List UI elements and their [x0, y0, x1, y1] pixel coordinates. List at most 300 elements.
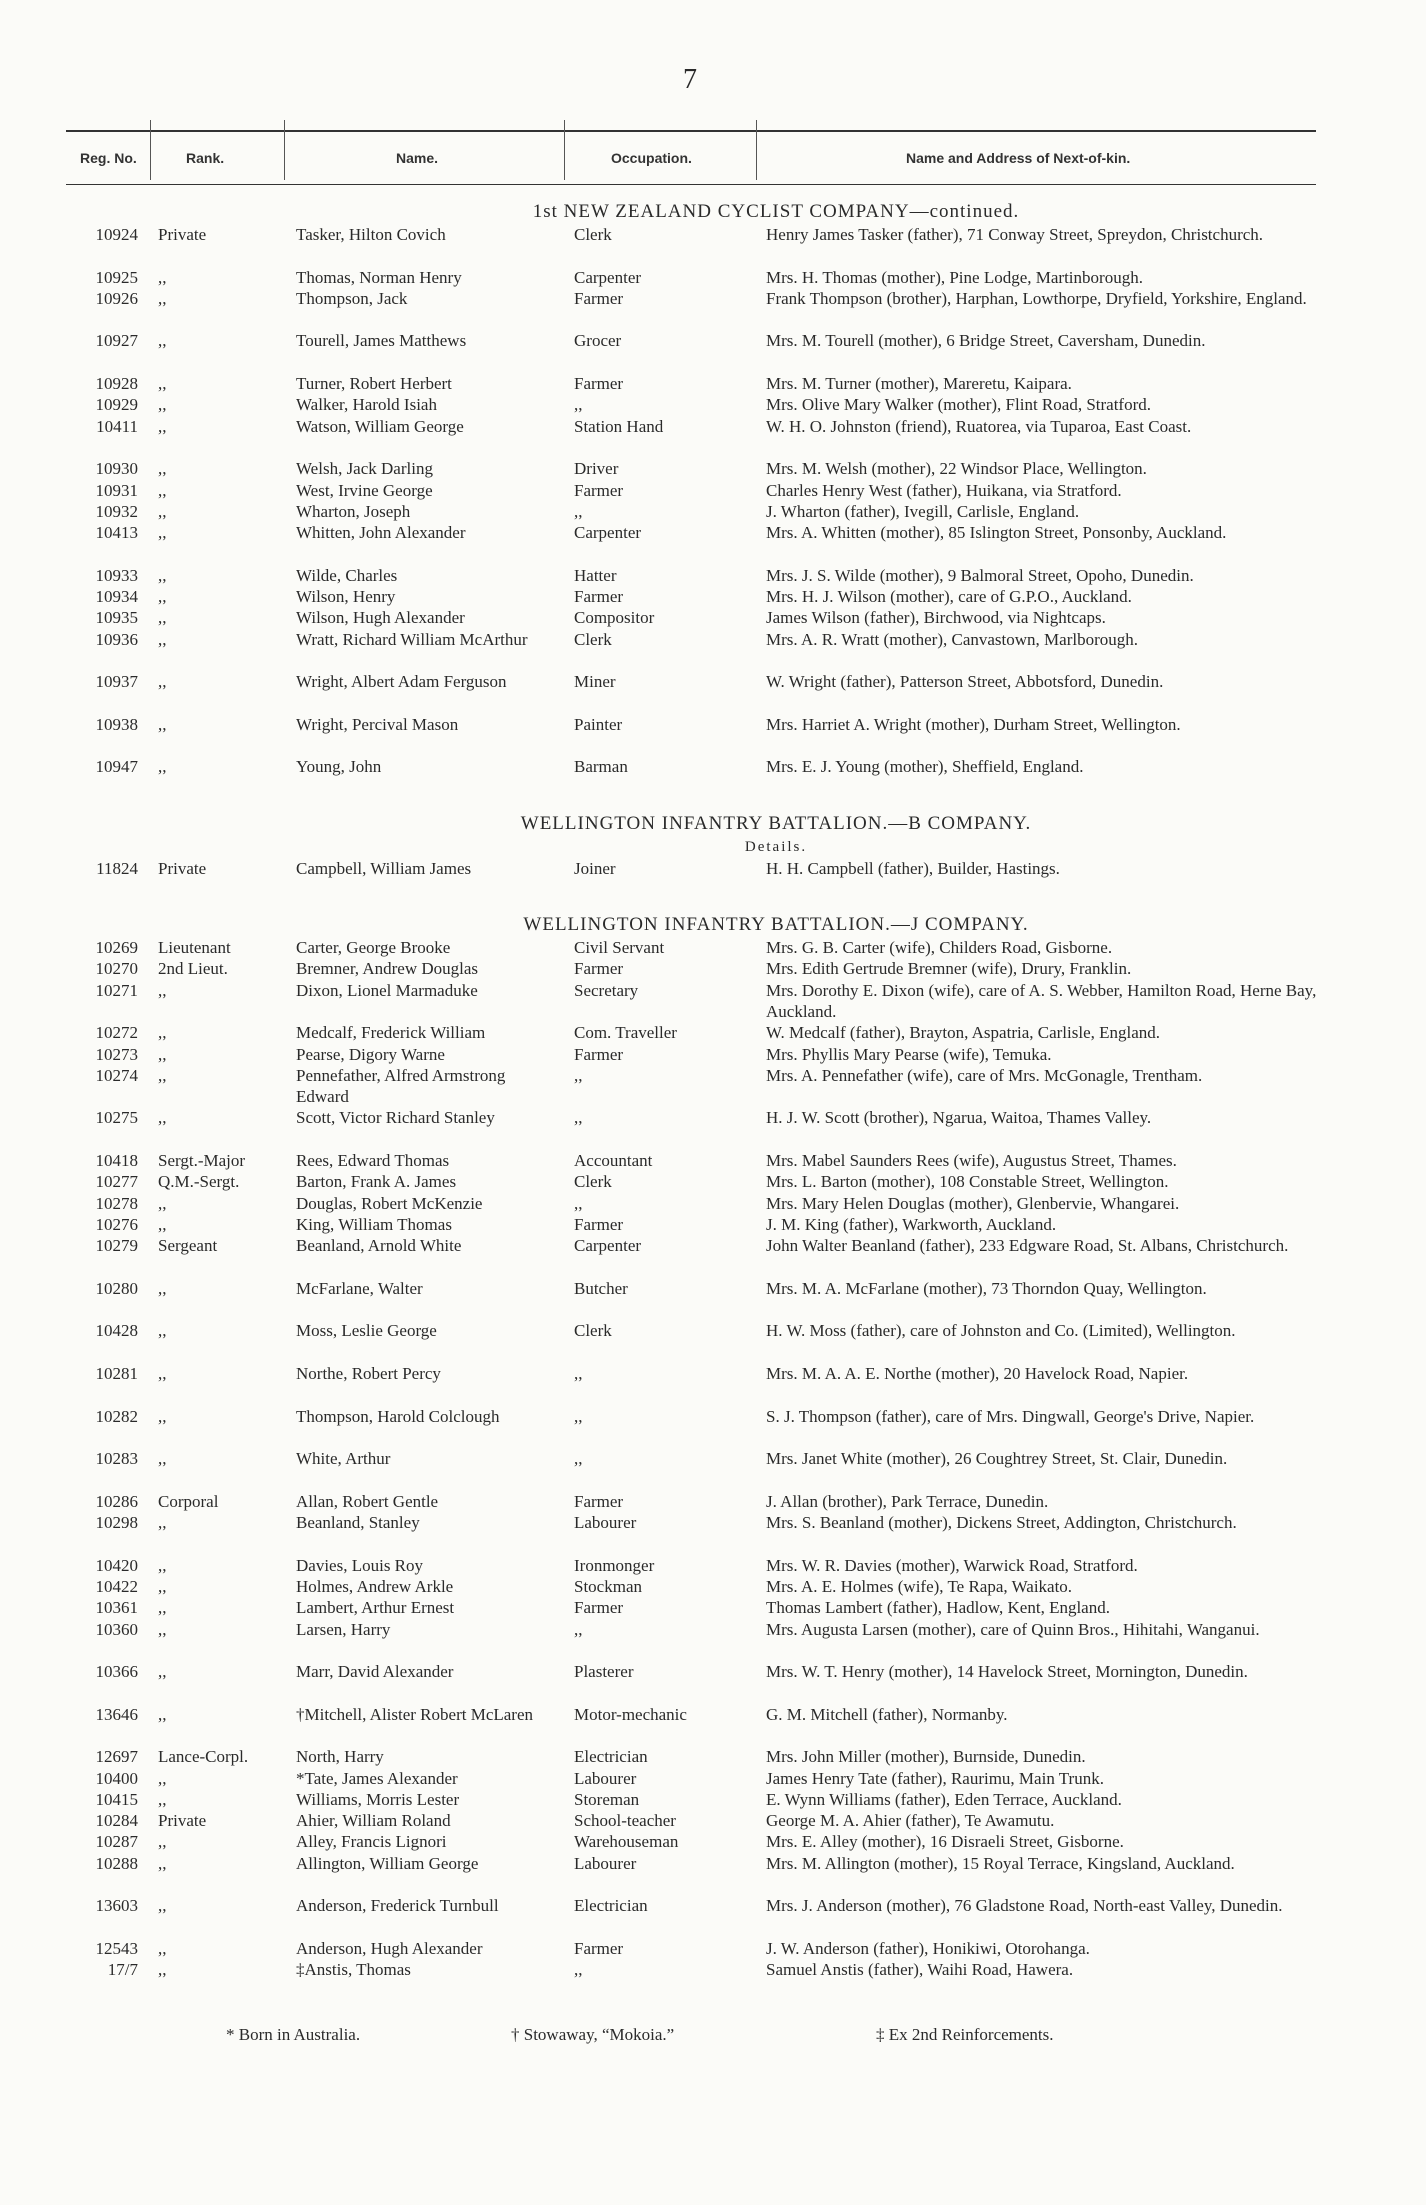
- name-cell: Young, John: [296, 757, 382, 777]
- reg-no-cell: 10415: [95, 1789, 138, 1809]
- reg-no-cell: 10287: [95, 1832, 138, 1852]
- occupation-cell: Carpenter: [574, 267, 642, 287]
- occupation-cell: ,,: [574, 1363, 583, 1383]
- rank-cell: Private: [158, 1811, 207, 1831]
- reg-no-cell: 10928: [95, 374, 138, 394]
- occupation-cell: Station Hand: [574, 416, 664, 436]
- occupation-cell: Barman: [574, 757, 628, 777]
- reg-no-cell: 10269: [95, 938, 138, 958]
- table-row: [66, 1512, 1336, 1555]
- occupation-cell: Ironmonger: [574, 1555, 655, 1575]
- reg-no-cell: 10418: [95, 1150, 138, 1170]
- rank-cell: ,,: [158, 672, 167, 692]
- reg-no-cell: 10284: [95, 1811, 138, 1831]
- table-row: [66, 980, 1336, 1023]
- header-divider: [150, 120, 151, 180]
- header-divider: [564, 120, 565, 180]
- section-title: WELLINGTON INFANTRY BATTALION.—J COMPANY.: [523, 914, 1029, 936]
- rank-cell: ,,: [158, 980, 167, 1000]
- reg-no-cell: 10936: [95, 629, 138, 649]
- next-of-kin-cell: Mrs. W. R. Davies (mother), Warwick Road, Stratford.: [766, 1555, 1138, 1575]
- name-cell: West, Irvine George: [296, 480, 433, 500]
- reg-no-cell: 10400: [95, 1768, 138, 1788]
- rank-cell: ,,: [158, 1363, 167, 1383]
- reg-no-cell: 10283: [95, 1449, 138, 1469]
- header-next-of-kin: Name and Address of Next-of-kin.: [906, 150, 1131, 166]
- occupation-cell: Joiner: [574, 858, 616, 878]
- section-subtitle: Details.: [744, 838, 808, 855]
- table-row: [66, 937, 1336, 958]
- reg-no-cell: 10926: [95, 288, 138, 308]
- next-of-kin-cell: Mrs. M. Welsh (mother), 22 Windsor Place, Wellington.: [766, 459, 1147, 479]
- table-row: [66, 714, 1336, 757]
- table-row: [66, 330, 1336, 373]
- occupation-cell: Electrician: [574, 1896, 648, 1916]
- occupation-cell: Motor-mechanic: [574, 1704, 687, 1724]
- next-of-kin-cell: James Henry Tate (father), Raurimu, Main Trunk.: [766, 1768, 1104, 1788]
- table-row: [66, 1810, 1336, 1831]
- table-row: [66, 1938, 1336, 1959]
- table-row: [66, 1895, 1336, 1938]
- rank-cell: 2nd Lieut.: [158, 959, 228, 979]
- occupation-cell: Butcher: [574, 1278, 628, 1298]
- name-cell: Beanland, Stanley: [296, 1513, 420, 1533]
- rank-cell: ,,: [158, 1513, 167, 1533]
- next-of-kin-cell: Mrs. Olive Mary Walker (mother), Flint Road, Stratford.: [766, 395, 1151, 415]
- occupation-cell: Com. Traveller: [574, 1023, 677, 1043]
- next-of-kin-cell: Mrs. Phyllis Mary Pearse (wife), Temuka.: [766, 1044, 1052, 1064]
- table-row: [66, 1831, 1336, 1852]
- reg-no-cell: 10276: [95, 1214, 138, 1234]
- occupation-cell: Driver: [574, 459, 619, 479]
- table-row: [66, 1491, 1336, 1512]
- next-of-kin-cell: W. Medcalf (father), Brayton, Aspatria, Carlisle, England.: [766, 1023, 1161, 1043]
- occupation-cell: Farmer: [574, 959, 624, 979]
- reg-no-cell: 10422: [95, 1576, 138, 1596]
- next-of-kin-cell: H. J. W. Scott (brother), Ngarua, Waitoa, Thames Valley.: [766, 1108, 1152, 1128]
- name-cell: Pennefather, Alfred Armstrong Edward: [296, 1065, 506, 1107]
- name-cell: Alley, Francis Lignori: [296, 1832, 447, 1852]
- name-cell: Thompson, Jack: [296, 288, 408, 308]
- table-row: [66, 394, 1336, 415]
- name-cell: Turner, Robert Herbert: [296, 374, 452, 394]
- reg-no-cell: 10924: [95, 225, 138, 244]
- rank-cell: ,,: [158, 1832, 167, 1852]
- next-of-kin-cell: Frank Thompson (brother), Harphan, Lowthorpe, Dryfield, Yorkshire, England.: [766, 288, 1307, 308]
- table-row: [66, 373, 1336, 394]
- name-cell: Davies, Louis Roy: [296, 1555, 424, 1575]
- reg-no-cell: 10361: [95, 1598, 138, 1618]
- occupation-cell: Electrician: [574, 1747, 648, 1767]
- reg-no-cell: 10930: [95, 459, 138, 479]
- name-cell: Tourell, James Matthews: [296, 331, 467, 351]
- occupation-cell: School-teacher: [574, 1811, 676, 1831]
- occupation-cell: ,,: [574, 1108, 583, 1128]
- next-of-kin-cell: J. W. Anderson (father), Honikiwi, Otorohanga.: [766, 1938, 1090, 1958]
- name-cell: Wilde, Charles: [296, 565, 398, 585]
- table-row: [66, 288, 1336, 331]
- rank-cell: ,,: [158, 1768, 167, 1788]
- next-of-kin-cell: Mrs. Dorothy E. Dixon (wife), care of A. S. Webber, Hamilton Road, Herne Bay, Auckland.: [766, 980, 1317, 1021]
- table-row: [66, 501, 1336, 522]
- reg-no-cell: 10411: [96, 416, 138, 436]
- name-cell: Bremner, Andrew Douglas: [296, 959, 479, 979]
- name-cell: Anderson, Frederick Turnbull: [296, 1896, 499, 1916]
- reg-no-cell: 10278: [95, 1193, 138, 1213]
- table-row: [66, 267, 1336, 288]
- next-of-kin-cell: Mrs. A. R. Wratt (mother), Canvastown, Marlborough.: [766, 629, 1139, 649]
- rank-cell: ,,: [158, 1789, 167, 1809]
- rank-cell: ,,: [158, 608, 167, 628]
- name-cell: Larsen, Harry: [296, 1619, 391, 1639]
- next-of-kin-cell: Mrs. J. Anderson (mother), 76 Gladstone Road, North-east Valley, Dunedin.: [766, 1896, 1283, 1916]
- table-row: [66, 671, 1336, 714]
- rank-cell: ,,: [158, 1704, 167, 1724]
- next-of-kin-cell: Mrs. E. Alley (mother), 16 Disraeli Street, Gisborne.: [766, 1832, 1124, 1852]
- occupation-cell: Plasterer: [574, 1662, 634, 1682]
- rank-cell: Q.M.-Sergt.: [158, 1172, 240, 1192]
- rank-cell: ,,: [158, 523, 167, 543]
- next-of-kin-cell: Mrs. M. Turner (mother), Mareretu, Kaipara.: [766, 374, 1072, 394]
- table-row: [66, 1661, 1336, 1704]
- name-cell: Douglas, Robert McKenzie: [296, 1193, 483, 1213]
- next-of-kin-cell: J. Wharton (father), Ivegill, Carlisle, England.: [766, 501, 1080, 521]
- table-row: [66, 480, 1336, 501]
- next-of-kin-cell: Mrs. A. E. Holmes (wife), Te Rapa, Waikato.: [766, 1576, 1073, 1596]
- occupation-cell: ,,: [574, 1193, 583, 1213]
- section-gap: [66, 879, 1336, 913]
- occupation-cell: Grocer: [574, 331, 622, 351]
- table-row: [66, 458, 1336, 479]
- occupation-cell: Clerk: [574, 1321, 612, 1341]
- reg-no-cell: 13646: [95, 1704, 138, 1724]
- table-row: [66, 1320, 1336, 1363]
- table-row: [66, 1065, 1336, 1108]
- column-header: [66, 130, 1316, 185]
- next-of-kin-cell: Samuel Anstis (father), Waihi Road, Hawera.: [766, 1960, 1074, 1980]
- rank-cell: ,,: [158, 395, 167, 415]
- name-cell: Watson, William George: [296, 416, 464, 436]
- page-number: 7: [683, 64, 697, 95]
- occupation-cell: Farmer: [574, 1938, 624, 1958]
- reg-no-cell: 10413: [95, 523, 138, 543]
- name-cell: Welsh, Jack Darling: [296, 459, 433, 479]
- next-of-kin-cell: Mrs. H. Thomas (mother), Pine Lodge, Martinborough.: [766, 267, 1143, 287]
- occupation-cell: Farmer: [574, 1214, 624, 1234]
- name-cell: Wharton, Joseph: [296, 501, 411, 521]
- rank-cell: ,,: [158, 1193, 167, 1213]
- occupation-cell: ,,: [574, 395, 583, 415]
- name-cell: Marr, David Alexander: [296, 1662, 454, 1682]
- next-of-kin-cell: G. M. Mitchell (father), Normanby.: [766, 1704, 1008, 1724]
- name-cell: Wilson, Hugh Alexander: [296, 608, 465, 628]
- table-row: [66, 1959, 1336, 1980]
- reg-no-cell: 10279: [95, 1236, 138, 1256]
- occupation-cell: Hatter: [574, 565, 617, 585]
- next-of-kin-cell: Mrs. Edith Gertrude Bremner (wife), Drury, Franklin.: [766, 959, 1132, 979]
- reg-no-cell: 10274: [95, 1065, 138, 1085]
- next-of-kin-cell: Mrs. John Miller (mother), Burnside, Dunedin.: [766, 1747, 1086, 1767]
- table-row: [66, 1448, 1336, 1491]
- table-row: [66, 1171, 1336, 1192]
- reg-no-cell: 10420: [95, 1555, 138, 1575]
- rank-cell: ,,: [158, 1449, 167, 1469]
- table-row: [66, 607, 1336, 628]
- reg-no-cell: 10925: [95, 267, 138, 287]
- table-row: [66, 1406, 1336, 1449]
- name-cell: Pearse, Digory Warne: [296, 1044, 445, 1064]
- table-row: [66, 224, 1336, 267]
- occupation-cell: Farmer: [574, 587, 624, 607]
- rank-cell: ,,: [158, 1406, 167, 1426]
- rank-cell: ,,: [158, 1960, 167, 1980]
- table-row: [66, 629, 1336, 672]
- name-cell: Moss, Leslie George: [296, 1321, 437, 1341]
- next-of-kin-cell: J. Allan (brother), Park Terrace, Dunedin.: [766, 1491, 1049, 1511]
- name-cell: Thomas, Norman Henry: [296, 267, 462, 287]
- table-row: [66, 1619, 1336, 1662]
- table-row: [66, 1555, 1336, 1576]
- rank-cell: Private: [158, 225, 207, 244]
- occupation-cell: Farmer: [574, 1598, 624, 1618]
- section-gap: [66, 778, 1336, 812]
- name-cell: Scott, Victor Richard Stanley: [296, 1108, 495, 1128]
- rank-cell: Sergeant: [158, 1236, 218, 1256]
- rank-cell: ,,: [158, 501, 167, 521]
- rank-cell: ,,: [158, 331, 167, 351]
- rank-cell: Private: [158, 858, 207, 878]
- reg-no-cell: 10929: [95, 395, 138, 415]
- occupation-cell: Carpenter: [574, 523, 642, 543]
- table-row: [66, 1746, 1336, 1767]
- table-row: [66, 1597, 1336, 1618]
- next-of-kin-cell: Charles Henry West (father), Huikana, via Stratford.: [766, 480, 1122, 500]
- name-cell: †Mitchell, Alister Robert McLaren: [296, 1704, 533, 1724]
- reg-no-cell: 10934: [95, 587, 138, 607]
- name-cell: Allington, William George: [296, 1853, 479, 1873]
- next-of-kin-cell: E. Wynn Williams (father), Eden Terrace, Auckland.: [766, 1789, 1122, 1809]
- reg-no-cell: 12543: [95, 1938, 138, 1958]
- name-cell: Wright, Albert Adam Ferguson: [296, 672, 507, 692]
- footnote-stowaway: † Stowaway, “Mokoia.”: [511, 2025, 675, 2044]
- rank-cell: ,,: [158, 757, 167, 777]
- header-rank: Rank.: [186, 150, 225, 166]
- rank-cell: ,,: [158, 1853, 167, 1873]
- occupation-cell: Compositor: [574, 608, 655, 628]
- table-row: [66, 1107, 1336, 1150]
- rank-cell: ,,: [158, 288, 167, 308]
- name-cell: Beanland, Arnold White: [296, 1236, 462, 1256]
- name-cell: Ahier, William Roland: [296, 1811, 451, 1831]
- rank-cell: ,,: [158, 1278, 167, 1298]
- reg-no-cell: 10273: [95, 1044, 138, 1064]
- table-row: [66, 1789, 1336, 1810]
- reg-no-cell: 13603: [95, 1896, 138, 1916]
- table-row: [66, 1853, 1336, 1896]
- occupation-cell: Farmer: [574, 288, 624, 308]
- rank-cell: ,,: [158, 1662, 167, 1682]
- name-cell: Lambert, Arthur Ernest: [296, 1598, 455, 1618]
- table-row: [66, 1235, 1336, 1278]
- occupation-cell: ,,: [574, 1065, 583, 1085]
- name-cell: Campbell, William James: [296, 858, 472, 878]
- header-divider: [756, 120, 757, 180]
- next-of-kin-cell: S. J. Thompson (father), care of Mrs. Dingwall, George's Drive, Napier.: [766, 1406, 1255, 1426]
- footnote-ex-reinforcements: ‡ Ex 2nd Reinforcements.: [876, 2025, 1054, 2044]
- occupation-cell: Carpenter: [574, 1236, 642, 1256]
- name-cell: King, William Thomas: [296, 1214, 452, 1234]
- header-name: Name.: [396, 150, 439, 166]
- reg-no-cell: 10272: [95, 1023, 138, 1043]
- table-row: [66, 1193, 1336, 1214]
- table-row: [66, 1022, 1336, 1043]
- rank-cell: ,,: [158, 1598, 167, 1618]
- occupation-cell: Labourer: [574, 1853, 637, 1873]
- name-cell: Dixon, Lionel Marmaduke: [296, 980, 478, 1000]
- rank-cell: ,,: [158, 587, 167, 607]
- occupation-cell: Miner: [574, 672, 616, 692]
- next-of-kin-cell: Mrs. M. Tourell (mother), 6 Bridge Street, Caversham, Dunedin.: [766, 331, 1206, 351]
- name-cell: Rees, Edward Thomas: [296, 1150, 450, 1170]
- occupation-cell: Farmer: [574, 1491, 624, 1511]
- reg-no-cell: 10360: [95, 1619, 138, 1639]
- occupation-cell: Labourer: [574, 1513, 637, 1533]
- next-of-kin-cell: Mrs. M. Allington (mother), 15 Royal Terrace, Kingsland, Auckland.: [766, 1853, 1235, 1873]
- occupation-cell: Secretary: [574, 980, 639, 1000]
- name-cell: North, Harry: [296, 1747, 384, 1767]
- table-row: [66, 1044, 1336, 1065]
- next-of-kin-cell: Mrs. G. B. Carter (wife), Childers Road, Gisborne.: [766, 938, 1113, 958]
- reg-no-cell: 10935: [95, 608, 138, 628]
- rank-cell: ,,: [158, 1576, 167, 1596]
- reg-no-cell: 10931: [95, 480, 138, 500]
- table-row: [66, 416, 1336, 459]
- rank-cell: ,,: [158, 480, 167, 500]
- rank-cell: ,,: [158, 374, 167, 394]
- name-cell: Walker, Harold Isiah: [296, 395, 437, 415]
- next-of-kin-cell: Thomas Lambert (father), Hadlow, Kent, England.: [766, 1598, 1110, 1618]
- next-of-kin-cell: W. H. O. Johnston (friend), Ruatorea, via Tuparoa, East Coast.: [766, 416, 1192, 436]
- next-of-kin-cell: Mrs. A. Pennefather (wife), care of Mrs. McGonagle, Trentham.: [766, 1065, 1203, 1085]
- reg-no-cell: 10933: [95, 565, 138, 585]
- next-of-kin-cell: Mrs. Mary Helen Douglas (mother), Glenbervie, Whangarei.: [766, 1193, 1180, 1213]
- next-of-kin-cell: John Walter Beanland (father), 233 Edgware Road, St. Albans, Christchurch.: [766, 1236, 1289, 1256]
- next-of-kin-cell: Mrs. W. T. Henry (mother), 14 Havelock Street, Mornington, Dunedin.: [766, 1662, 1248, 1682]
- reg-no-cell: 10271: [95, 980, 138, 1000]
- name-cell: Carter, George Brooke: [296, 938, 451, 958]
- name-cell: Thompson, Harold Colclough: [296, 1406, 500, 1426]
- next-of-kin-cell: Mrs. H. J. Wilson (mother), care of G.P.O., Auckland.: [766, 587, 1132, 607]
- occupation-cell: Farmer: [574, 480, 624, 500]
- rank-cell: Lieutenant: [158, 938, 231, 958]
- name-cell: White, Arthur: [296, 1449, 391, 1469]
- table-row: [66, 1576, 1336, 1597]
- table-row: [66, 1704, 1336, 1747]
- header-reg-no: Reg. No.: [80, 150, 137, 166]
- occupation-cell: Farmer: [574, 1044, 624, 1064]
- occupation-cell: ,,: [574, 501, 583, 521]
- name-cell: Wratt, Richard William McArthur: [296, 629, 528, 649]
- reg-no-cell: 10270: [95, 959, 138, 979]
- next-of-kin-cell: Mrs. J. S. Wilde (mother), 9 Balmoral Street, Opoho, Dunedin.: [766, 565, 1194, 585]
- name-cell: McFarlane, Walter: [296, 1278, 423, 1298]
- reg-no-cell: 10286: [95, 1491, 138, 1511]
- reg-no-cell: 10277: [95, 1172, 138, 1192]
- rank-cell: ,,: [158, 565, 167, 585]
- occupation-cell: Farmer: [574, 374, 624, 394]
- name-cell: Medcalf, Frederick William: [296, 1023, 486, 1043]
- header-occupation: Occupation.: [611, 150, 692, 166]
- next-of-kin-cell: Mrs. Harriet A. Wright (mother), Durham Street, Wellington.: [766, 714, 1181, 734]
- name-cell: Anderson, Hugh Alexander: [296, 1938, 483, 1958]
- name-cell: Barton, Frank A. James: [296, 1172, 457, 1192]
- table-row: [66, 756, 1336, 777]
- rank-cell: ,,: [158, 1321, 167, 1341]
- next-of-kin-cell: J. M. King (father), Warkworth, Auckland.: [766, 1214, 1057, 1234]
- rank-cell: ,,: [158, 459, 167, 479]
- occupation-cell: ,,: [574, 1449, 583, 1469]
- reg-no-cell: 12697: [95, 1747, 138, 1767]
- reg-no-cell: 10288: [95, 1853, 138, 1873]
- name-cell: ‡Anstis, Thomas: [296, 1960, 411, 1980]
- reg-no-cell: 11824: [96, 858, 138, 878]
- occupation-cell: Painter: [574, 714, 623, 734]
- table-row: [66, 1768, 1336, 1789]
- rank-cell: ,,: [158, 416, 167, 436]
- rank-cell: ,,: [158, 1023, 167, 1043]
- occupation-cell: Storeman: [574, 1789, 640, 1809]
- rank-cell: ,,: [158, 629, 167, 649]
- rank-cell: ,,: [158, 1938, 167, 1958]
- name-cell: Williams, Morris Lester: [296, 1789, 460, 1809]
- rank-cell: ,,: [158, 1044, 167, 1064]
- occupation-cell: Warehouseman: [574, 1832, 679, 1852]
- reg-no-cell: 10932: [95, 501, 138, 521]
- next-of-kin-cell: H. H. Campbell (father), Builder, Hastings.: [766, 858, 1060, 878]
- reg-no-cell: 10281: [95, 1363, 138, 1383]
- next-of-kin-cell: George M. A. Ahier (father), Te Awamutu.: [766, 1811, 1055, 1831]
- name-cell: Wright, Percival Mason: [296, 714, 459, 734]
- name-cell: Allan, Robert Gentle: [296, 1491, 439, 1511]
- table-row: [66, 1278, 1336, 1321]
- table-row: [66, 1214, 1336, 1235]
- section-title: WELLINGTON INFANTRY BATTALION.—B COMPANY.: [520, 812, 1032, 834]
- occupation-cell: Clerk: [574, 629, 612, 649]
- occupation-cell: Labourer: [574, 1768, 637, 1788]
- rank-cell: ,,: [158, 1214, 167, 1234]
- next-of-kin-cell: Mrs. L. Barton (mother), 108 Constable Street, Wellington.: [766, 1172, 1169, 1192]
- name-cell: Wilson, Henry: [296, 587, 396, 607]
- reg-no-cell: 10280: [95, 1278, 138, 1298]
- next-of-kin-cell: Mrs. E. J. Young (mother), Sheffield, England.: [766, 757, 1084, 777]
- header-divider: [284, 120, 285, 180]
- occupation-cell: ,,: [574, 1619, 583, 1639]
- next-of-kin-cell: James Wilson (father), Birchwood, via Nightcaps.: [766, 608, 1106, 628]
- reg-no-cell: 17/7: [107, 1960, 138, 1980]
- section-title: 1st NEW ZEALAND CYCLIST COMPANY—continued.: [532, 201, 1020, 222]
- reg-no-cell: 10938: [95, 714, 138, 734]
- name-cell: Holmes, Andrew Arkle: [296, 1576, 454, 1596]
- next-of-kin-cell: W. Wright (father), Patterson Street, Abbotsford, Dunedin.: [766, 672, 1164, 692]
- rank-cell: Corporal: [158, 1491, 219, 1511]
- rank-cell: Lance-Corpl.: [158, 1747, 249, 1767]
- next-of-kin-cell: Mrs. Augusta Larsen (mother), care of Quinn Bros., Hihitahi, Wanganui.: [766, 1619, 1260, 1639]
- table-row: [66, 1150, 1336, 1171]
- table-row: [66, 586, 1336, 607]
- rank-cell: ,,: [158, 714, 167, 734]
- name-cell: Whitten, John Alexander: [296, 523, 466, 543]
- reg-no-cell: 10947: [95, 757, 138, 777]
